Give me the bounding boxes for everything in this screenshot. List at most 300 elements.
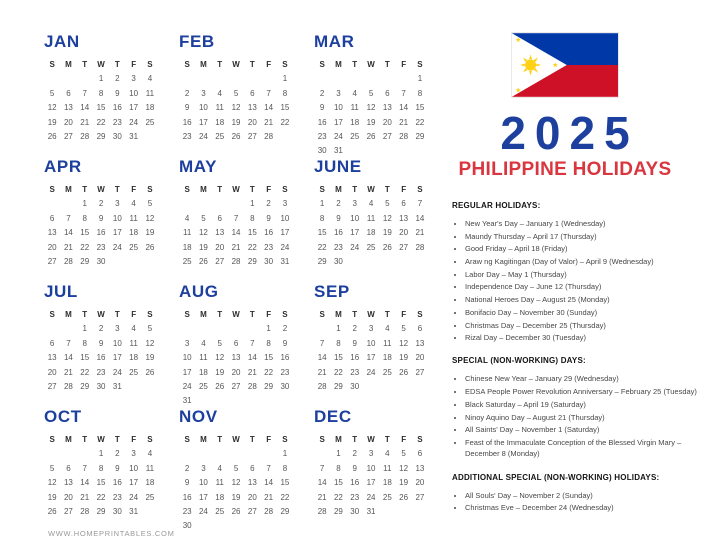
month-day-grid (314, 433, 429, 519)
day-cell: 4 (184, 213, 190, 223)
day-cell: 29 (317, 256, 327, 266)
day-cell: 28 (264, 131, 274, 141)
day-cell: 4 (131, 324, 136, 334)
day-cell: 8 (336, 338, 341, 348)
day-cell: 19 (399, 353, 409, 363)
day-cell: 11 (215, 103, 224, 113)
month-dec (314, 408, 429, 533)
empty-cell (363, 144, 379, 158)
day-cell: 12 (382, 213, 392, 223)
weekday-header: S (319, 310, 325, 319)
day-cell: 2 (184, 88, 190, 98)
day-cell: 27 (47, 381, 57, 391)
day-cell: 21 (317, 492, 327, 502)
empty-cell (314, 322, 330, 336)
weekday-header: M (335, 435, 342, 444)
empty-cell (125, 380, 141, 394)
day-cell: 22 (415, 117, 425, 127)
day-cell: 22 (317, 242, 327, 252)
day-cell: 3 (201, 88, 206, 98)
day-cell: 27 (47, 256, 57, 266)
empty-cell (228, 394, 244, 408)
empty-cell (179, 447, 195, 461)
empty-cell (347, 72, 363, 86)
weekday-header: T (82, 435, 88, 444)
day-cell: 19 (399, 478, 409, 488)
weekday-header: S (147, 60, 153, 69)
day-cell: 14 (231, 228, 241, 238)
weekday-header: S (417, 185, 423, 194)
empty-cell (363, 255, 379, 269)
weekday-header: F (131, 435, 137, 444)
day-cell: 9 (319, 103, 325, 113)
day-cell: 6 (66, 88, 71, 98)
day-cell: 15 (280, 103, 290, 113)
day-cell: 9 (115, 88, 120, 98)
weekday-header: T (249, 435, 255, 444)
month-feb (179, 33, 294, 158)
holiday-item: • Maundy Thursday – April 17 (Thursday) (465, 231, 702, 242)
weekday-header: T (217, 185, 223, 194)
empty-cell (228, 519, 244, 533)
day-cell: 20 (231, 367, 241, 377)
day-cell: 7 (82, 88, 87, 98)
day-cell: 5 (49, 463, 55, 473)
day-cell: 21 (80, 492, 90, 502)
empty-cell (412, 144, 428, 158)
weekday-header: S (282, 310, 288, 319)
empty-cell (347, 255, 363, 269)
month-day-grid (314, 183, 429, 269)
day-cell: 30 (280, 381, 290, 391)
weekday-header: T (249, 185, 255, 194)
holiday-item: • Independence Day – June 12 (Thursday) (465, 281, 702, 292)
day-cell: 23 (182, 131, 192, 141)
day-cell: 18 (382, 478, 392, 488)
month-day-grid (44, 308, 159, 394)
day-cell: 30 (112, 506, 122, 516)
day-cell: 1 (336, 449, 341, 459)
weekday-header: S (184, 435, 190, 444)
day-cell: 11 (350, 103, 359, 113)
day-cell: 10 (333, 103, 343, 113)
weekday-header: T (352, 185, 358, 194)
day-cell: 27 (247, 506, 257, 516)
weekday-header: S (417, 310, 423, 319)
day-cell: 10 (198, 478, 208, 488)
day-cell: 10 (198, 103, 208, 113)
holiday-item: • Labor Day – May 1 (Thursday) (465, 269, 702, 280)
day-cell: 16 (350, 478, 360, 488)
weekday-header: M (335, 310, 342, 319)
day-cell: 1 (98, 449, 104, 459)
day-cell: 16 (96, 353, 106, 363)
day-cell: 16 (264, 228, 274, 238)
day-cell: 8 (282, 463, 288, 473)
day-cell: 27 (415, 367, 425, 377)
day-cell: 13 (399, 213, 409, 223)
day-cell: 14 (264, 103, 274, 113)
weekday-header: F (131, 310, 137, 319)
day-cell: 28 (247, 381, 257, 391)
weekday-header: S (319, 435, 325, 444)
day-cell: 31 (129, 506, 139, 516)
day-cell: 18 (215, 117, 225, 127)
empty-cell (260, 72, 276, 86)
weekday-header: W (367, 435, 375, 444)
month-june (314, 158, 429, 283)
month-title: DEC (314, 407, 352, 426)
day-cell: 7 (66, 338, 71, 348)
empty-cell (244, 519, 260, 533)
day-cell: 24 (366, 367, 376, 377)
holiday-item: • Feast of the Immaculate Conception of the Blessed Virgin Mary – December 8 (Monday) (465, 437, 702, 460)
holiday-item: • Black Saturday – April 19 (Saturday) (465, 399, 702, 410)
holiday-section (452, 201, 702, 343)
day-cell: 18 (145, 478, 155, 488)
day-cell: 11 (145, 463, 155, 473)
day-cell: 1 (82, 324, 87, 334)
empty-cell (244, 322, 260, 336)
day-cell: 26 (145, 242, 155, 252)
page-title: PHILIPPINE HOLIDAYS (458, 159, 672, 180)
holiday-item: • All Saints' Day – November 1 (Saturday) (465, 424, 702, 435)
day-cell: 25 (382, 367, 392, 377)
day-cell: 27 (399, 242, 409, 252)
day-cell: 30 (333, 256, 343, 266)
day-cell: 4 (368, 199, 374, 209)
day-cell: 18 (382, 353, 392, 363)
day-cell: 20 (382, 117, 392, 127)
day-cell: 16 (182, 492, 192, 502)
weekday-header: S (49, 310, 55, 319)
empty-cell (395, 505, 411, 519)
section-heading: ADDITIONAL SPECIAL (NON-WORKING) HOLIDAYS: (452, 472, 660, 482)
day-cell: 19 (145, 228, 155, 238)
day-cell: 20 (247, 117, 257, 127)
empty-cell (60, 447, 76, 461)
day-cell: 11 (383, 463, 392, 473)
empty-cell (195, 322, 211, 336)
empty-cell (195, 197, 211, 211)
month-day-grid (314, 58, 429, 159)
empty-cell (379, 255, 395, 269)
day-cell: 11 (129, 213, 138, 223)
empty-cell (142, 255, 158, 269)
empty-cell (395, 255, 411, 269)
day-cell: 9 (282, 338, 288, 348)
day-cell: 9 (352, 338, 357, 348)
day-cell: 21 (231, 242, 241, 252)
day-cell: 17 (366, 478, 376, 488)
day-cell: 4 (217, 463, 222, 473)
day-cell: 9 (336, 213, 341, 223)
day-cell: 15 (80, 228, 90, 238)
day-cell: 26 (366, 131, 376, 141)
day-cell: 1 (266, 324, 271, 334)
day-cell: 24 (350, 242, 360, 252)
day-cell: 22 (247, 242, 257, 252)
day-cell: 22 (333, 492, 343, 502)
day-cell: 9 (115, 463, 120, 473)
day-cell: 23 (350, 492, 360, 502)
day-cell: 10 (112, 213, 122, 223)
day-cell: 30 (182, 521, 192, 531)
day-cell: 16 (350, 353, 360, 363)
day-cell: 5 (401, 449, 406, 459)
empty-cell (60, 322, 76, 336)
day-cell: 25 (145, 117, 155, 127)
empty-cell (395, 144, 411, 158)
day-cell: 19 (47, 117, 57, 127)
weekday-header: T (249, 60, 255, 69)
empty-cell (179, 322, 195, 336)
empty-cell (142, 130, 158, 144)
holiday-sections (440, 201, 702, 514)
day-cell: 22 (333, 367, 343, 377)
day-cell: 8 (250, 213, 255, 223)
weekday-header: F (401, 60, 407, 69)
day-cell: 1 (82, 199, 87, 209)
day-cell: 25 (215, 131, 225, 141)
weekday-header: T (82, 185, 88, 194)
day-cell: 13 (415, 463, 425, 473)
day-cell: 7 (250, 338, 255, 348)
day-cell: 3 (336, 88, 341, 98)
day-cell: 29 (96, 506, 106, 516)
day-cell: 9 (98, 338, 104, 348)
day-cell: 12 (231, 478, 241, 488)
day-cell: 13 (47, 228, 57, 238)
month-day-grid (179, 183, 294, 269)
day-cell: 25 (350, 131, 360, 141)
day-cell: 15 (247, 228, 257, 238)
day-cell: 22 (264, 367, 274, 377)
empty-cell (412, 380, 428, 394)
day-cell: 3 (368, 449, 374, 459)
month-oct (44, 408, 159, 533)
month-apr (44, 158, 159, 283)
day-cell: 1 (417, 74, 423, 84)
holiday-item: • New Year's Day – January 1 (Wednesday) (465, 218, 702, 229)
day-cell: 2 (319, 88, 325, 98)
month-mar (314, 33, 429, 158)
day-cell: 5 (233, 463, 239, 473)
weekday-header: W (232, 435, 240, 444)
month-title: MAY (179, 157, 218, 176)
day-cell: 30 (96, 381, 106, 391)
weekday-header: S (49, 435, 55, 444)
day-cell: 5 (147, 324, 153, 334)
day-cell: 2 (336, 199, 341, 209)
day-cell: 31 (129, 131, 139, 141)
day-cell: 5 (201, 213, 206, 223)
weekday-header: S (184, 60, 190, 69)
weekday-header: W (97, 435, 105, 444)
empty-cell (179, 72, 195, 86)
day-cell: 17 (129, 478, 139, 488)
day-cell: 8 (336, 463, 341, 473)
day-cell: 4 (147, 74, 153, 84)
weekday-header: W (367, 60, 375, 69)
day-cell: 16 (96, 228, 106, 238)
day-cell: 18 (145, 103, 155, 113)
day-cell: 27 (247, 131, 257, 141)
weekday-header: F (266, 60, 272, 69)
day-cell: 30 (96, 256, 106, 266)
day-cell: 18 (182, 242, 192, 252)
day-cell: 26 (382, 242, 392, 252)
day-cell: 26 (47, 506, 57, 516)
day-cell: 8 (82, 338, 87, 348)
empty-cell (60, 72, 76, 86)
day-cell: 15 (333, 353, 343, 363)
weekday-header: M (200, 435, 207, 444)
month-title: AUG (179, 282, 219, 301)
day-cell: 31 (280, 256, 290, 266)
weekday-header: F (401, 185, 407, 194)
empty-cell (195, 519, 211, 533)
holiday-item: • EDSA People Power Revolution Anniversary – February 25 (Tuesday) (465, 386, 702, 397)
holiday-section (452, 356, 702, 459)
day-cell: 17 (112, 353, 122, 363)
day-cell: 14 (63, 353, 73, 363)
section-heading: SPECIAL (NON-WORKING) DAYS: (452, 356, 586, 366)
day-cell: 17 (112, 228, 122, 238)
day-cell: 25 (182, 256, 192, 266)
day-cell: 17 (280, 228, 290, 238)
empty-cell (44, 322, 60, 336)
day-cell: 1 (319, 199, 325, 209)
day-cell: 26 (145, 367, 155, 377)
empty-cell (228, 322, 244, 336)
day-cell: 7 (66, 213, 71, 223)
day-cell: 10 (112, 338, 122, 348)
day-cell: 10 (182, 353, 192, 363)
day-cell: 21 (247, 367, 257, 377)
day-cell: 3 (368, 324, 374, 334)
weekday-header: W (97, 60, 105, 69)
day-cell: 1 (336, 324, 341, 334)
day-cell: 3 (282, 199, 288, 209)
day-cell: 6 (49, 213, 55, 223)
weekday-header: F (131, 185, 137, 194)
day-cell: 5 (385, 199, 390, 209)
day-cell: 12 (145, 213, 155, 223)
weekday-header: F (266, 310, 272, 319)
day-cell: 24 (112, 242, 122, 252)
day-cell: 29 (264, 381, 274, 391)
day-cell: 16 (317, 117, 327, 127)
holiday-list (465, 490, 702, 514)
day-cell: 22 (96, 492, 106, 502)
weekday-header: M (65, 185, 72, 194)
day-cell: 1 (98, 74, 104, 84)
weekday-header: S (417, 60, 423, 69)
day-cell: 25 (198, 381, 208, 391)
day-cell: 16 (112, 103, 122, 113)
day-cell: 1 (250, 199, 255, 209)
weekday-header: T (352, 435, 358, 444)
day-cell: 20 (415, 353, 425, 363)
day-cell: 2 (115, 74, 120, 84)
day-cell: 5 (217, 338, 222, 348)
month-jan (44, 33, 159, 158)
day-cell: 16 (112, 478, 122, 488)
day-cell: 28 (399, 131, 409, 141)
weekday-header: S (282, 435, 288, 444)
day-cell: 10 (366, 463, 376, 473)
empty-cell (244, 394, 260, 408)
day-cell: 21 (317, 367, 327, 377)
day-cell: 19 (215, 367, 225, 377)
empty-cell (60, 197, 76, 211)
day-cell: 23 (317, 131, 327, 141)
weekday-header: S (417, 435, 423, 444)
empty-cell (77, 447, 93, 461)
day-cell: 2 (98, 324, 104, 334)
empty-cell (260, 447, 276, 461)
day-cell: 12 (231, 103, 241, 113)
day-cell: 23 (333, 242, 343, 252)
month-aug (179, 283, 294, 408)
day-cell: 6 (66, 463, 71, 473)
day-cell: 19 (198, 242, 208, 252)
month-title: JUL (44, 282, 78, 301)
weekday-header: W (367, 185, 375, 194)
day-cell: 26 (215, 381, 225, 391)
month-title: JAN (44, 32, 80, 51)
empty-cell (228, 72, 244, 86)
day-cell: 21 (415, 228, 425, 238)
day-cell: 25 (129, 242, 139, 252)
weekday-header: F (266, 435, 272, 444)
day-cell: 5 (368, 88, 374, 98)
day-cell: 14 (317, 353, 327, 363)
month-title: FEB (179, 32, 215, 51)
day-cell: 18 (129, 228, 139, 238)
day-cell: 11 (366, 213, 376, 223)
day-cell: 18 (366, 228, 376, 238)
weekday-header: S (147, 185, 153, 194)
day-cell: 12 (47, 478, 57, 488)
empty-cell (44, 72, 60, 86)
day-cell: 6 (385, 88, 390, 98)
empty-cell (277, 519, 293, 533)
day-cell: 27 (231, 381, 241, 391)
day-cell: 29 (80, 256, 90, 266)
day-cell: 5 (233, 88, 239, 98)
day-cell: 29 (247, 256, 257, 266)
month-title: NOV (179, 407, 218, 426)
day-cell: 11 (215, 478, 224, 488)
day-cell: 3 (184, 338, 190, 348)
day-cell: 29 (96, 131, 106, 141)
day-cell: 14 (80, 478, 90, 488)
day-cell: 18 (350, 117, 360, 127)
day-cell: 22 (280, 117, 290, 127)
weekday-header: M (200, 310, 207, 319)
month-day-grid (44, 183, 159, 269)
month-day-grid (44, 58, 159, 144)
day-cell: 27 (215, 256, 225, 266)
day-cell: 12 (215, 353, 225, 363)
weekday-header: W (97, 310, 105, 319)
day-cell: 6 (401, 199, 406, 209)
weekday-header: M (65, 435, 72, 444)
day-cell: 14 (247, 353, 257, 363)
empty-cell (244, 72, 260, 86)
